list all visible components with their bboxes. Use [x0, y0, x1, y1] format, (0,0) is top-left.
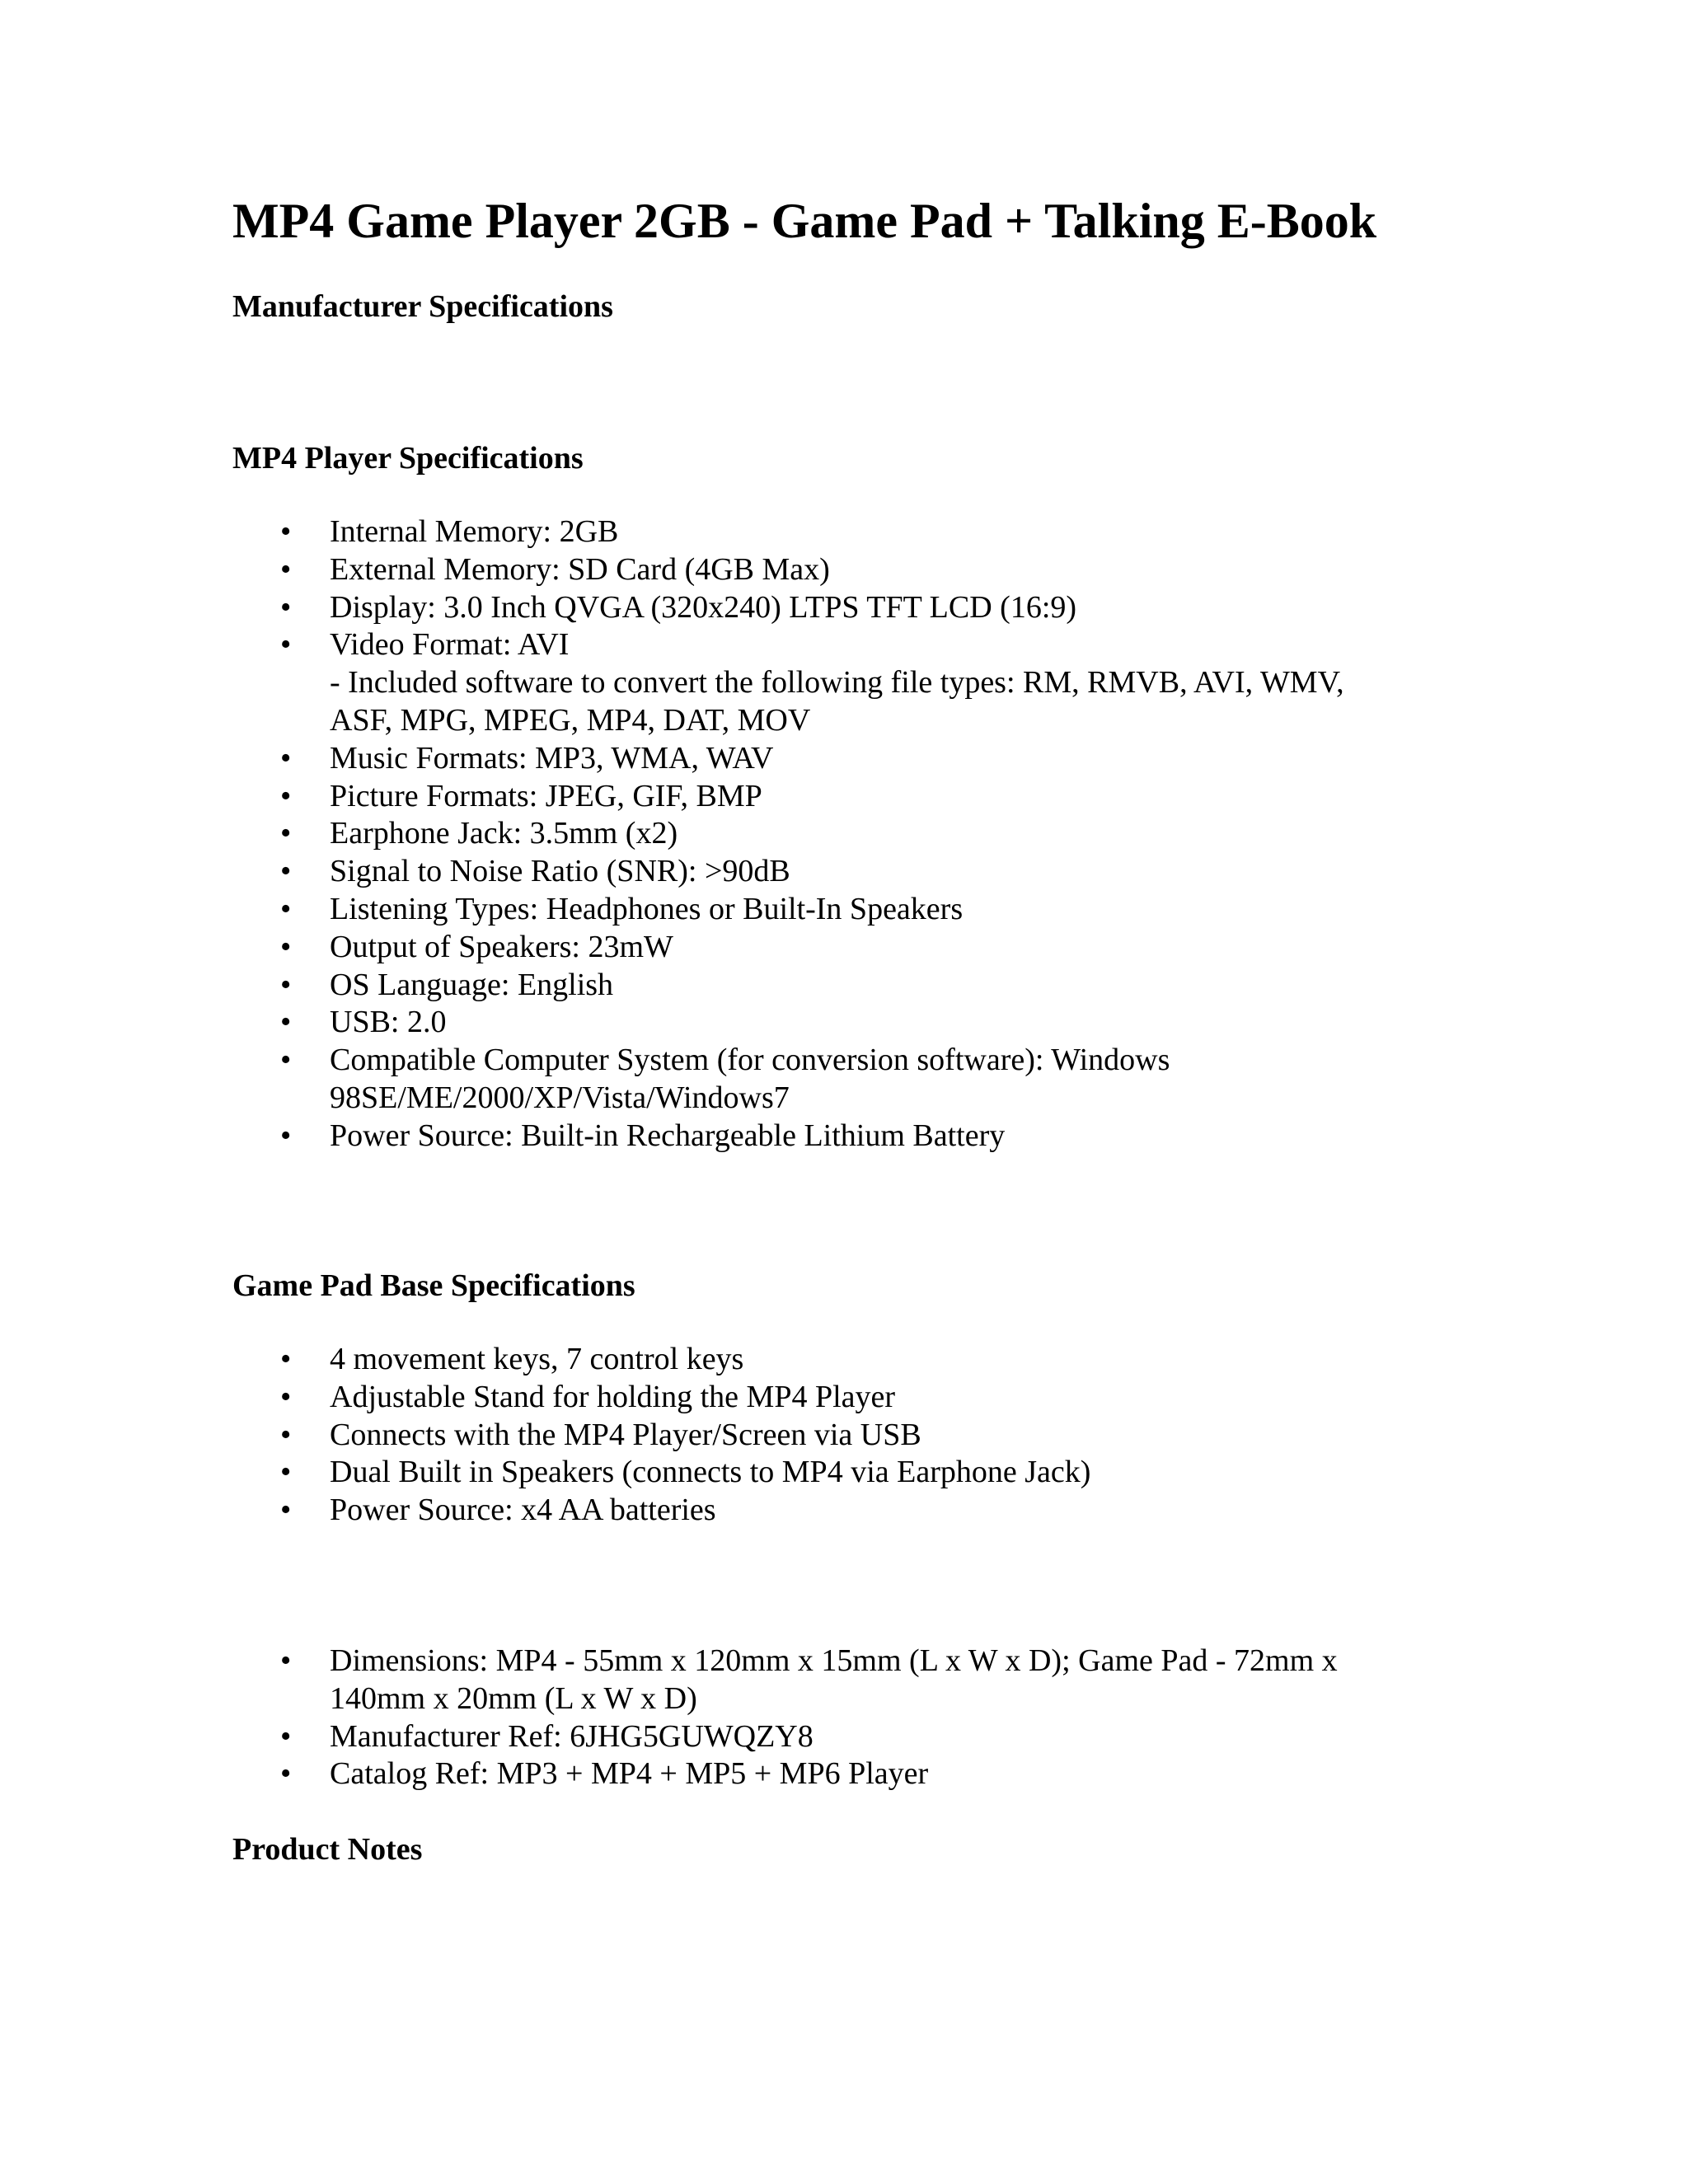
list-item	[0, 1341, 1434, 1379]
bullet-icon: •	[280, 1379, 292, 1414]
list-item-text: Internal Memory: 2GB	[330, 514, 619, 549]
list-item-text: Picture Formats: JPEG, GIF, BMP	[330, 778, 762, 813]
list-item	[0, 1492, 1434, 1530]
list-item-text: Display: 3.0 Inch QVGA (320x240) LTPS TFT LCD (16:9)	[330, 589, 1077, 625]
list-item	[0, 967, 1434, 1005]
gamepad-specifications-heading: Game Pad Base Specifications	[232, 1268, 635, 1303]
list-item-text: Power Source: x4 AA batteries	[330, 1493, 716, 1528]
list-item-text: USB: 2.0	[330, 1005, 447, 1040]
list-item	[0, 853, 1434, 891]
list-item-text: Output of Speakers: 23mW	[330, 929, 673, 964]
bullet-icon: •	[280, 551, 292, 587]
bullet-icon: •	[280, 1718, 292, 1754]
list-item	[0, 1118, 1434, 1155]
list-item-text: Dimensions: MP4 - 55mm x 120mm x 15mm (L x W x D); Game Pad - 72mm x	[330, 1643, 1338, 1678]
list-item-text: 140mm x 20mm (L x W x D)	[330, 1680, 697, 1716]
mp4-specifications-heading: MP4 Player Specifications	[232, 441, 584, 476]
bullet-icon: •	[280, 1455, 292, 1490]
bullet-icon: •	[280, 854, 292, 889]
list-item	[0, 1718, 1434, 1756]
general-specifications-list	[0, 1643, 1688, 1793]
bullet-icon: •	[280, 1043, 292, 1078]
bullet-icon: •	[280, 816, 292, 851]
list-item-text: Power Source: Built-in Rechargeable Lithium Battery	[330, 1118, 1006, 1153]
list-item	[0, 1004, 1434, 1042]
list-item-text: Catalog Ref: MP3 + MP4 + MP5 + MP6 Player	[330, 1756, 929, 1792]
list-item-text: Dual Built in Speakers (connects to MP4 via Earphone Jack)	[330, 1455, 1091, 1490]
list-item	[0, 513, 1434, 551]
bullet-icon: •	[280, 1342, 292, 1376]
bullet-icon: •	[280, 1118, 292, 1153]
list-item	[0, 1643, 1434, 1718]
list-item	[0, 891, 1434, 929]
list-item-text: Manufacturer Ref: 6JHG5GUWQZY8	[330, 1718, 814, 1754]
list-item	[0, 1454, 1434, 1492]
list-item-text: External Memory: SD Card (4GB Max)	[330, 551, 830, 587]
product-notes-heading: Product Notes	[232, 1832, 423, 1867]
list-item	[0, 626, 1434, 739]
list-item	[0, 778, 1434, 816]
list-item-text: Video Format: AVI	[330, 627, 570, 663]
bullet-icon: •	[280, 1756, 292, 1792]
bullet-icon: •	[280, 740, 292, 776]
list-item-text: Music Formats: MP3, WMA, WAV	[330, 740, 774, 776]
list-item	[0, 1379, 1434, 1417]
list-item-text: ASF, MPG, MPEG, MP4, DAT, MOV	[330, 702, 811, 738]
mp4-specifications-list	[0, 513, 1688, 1155]
bullet-icon: •	[280, 1417, 292, 1452]
bullet-icon: •	[280, 1643, 292, 1678]
bullet-icon: •	[280, 1005, 292, 1040]
list-item-text: 98SE/ME/2000/XP/Vista/Windows7	[330, 1080, 790, 1115]
bullet-icon: •	[280, 627, 292, 663]
list-item	[0, 589, 1434, 627]
bullet-icon: •	[280, 514, 292, 549]
list-item-text: 4 movement keys, 7 control keys	[330, 1342, 744, 1376]
document-title: MP4 Game Player 2GB - Game Pad + Talking E-Book	[232, 194, 1377, 248]
list-item-text: Compatible Computer System (for conversion software): Windows	[330, 1043, 1170, 1078]
bullet-icon: •	[280, 891, 292, 926]
bullet-icon: •	[280, 589, 292, 625]
list-item-text: Connects with the MP4 Player/Screen via USB	[330, 1417, 921, 1452]
list-item	[0, 551, 1434, 589]
list-item	[0, 1417, 1434, 1455]
list-item-text: Listening Types: Headphones or Built-In Speakers	[330, 891, 964, 926]
bullet-icon: •	[280, 1493, 292, 1528]
list-item	[0, 1755, 1434, 1793]
gamepad-specifications-list	[0, 1341, 1688, 1530]
list-item-text: Adjustable Stand for holding the MP4 Player	[330, 1379, 896, 1414]
manufacturer-specifications-heading: Manufacturer Specifications	[232, 289, 613, 324]
bullet-icon: •	[280, 778, 292, 813]
list-item-text: - Included software to convert the following file types: RM, RMVB, AVI, WMV,	[330, 665, 1344, 701]
bullet-icon: •	[280, 929, 292, 964]
bullet-icon: •	[280, 967, 292, 1002]
list-item	[0, 1042, 1434, 1118]
list-item-text: OS Language: English	[330, 967, 614, 1002]
list-item-text: Signal to Noise Ratio (SNR): >90dB	[330, 854, 790, 889]
list-item	[0, 815, 1434, 853]
list-item-text: Earphone Jack: 3.5mm (x2)	[330, 816, 678, 851]
list-item	[0, 929, 1434, 967]
list-item	[0, 740, 1434, 778]
